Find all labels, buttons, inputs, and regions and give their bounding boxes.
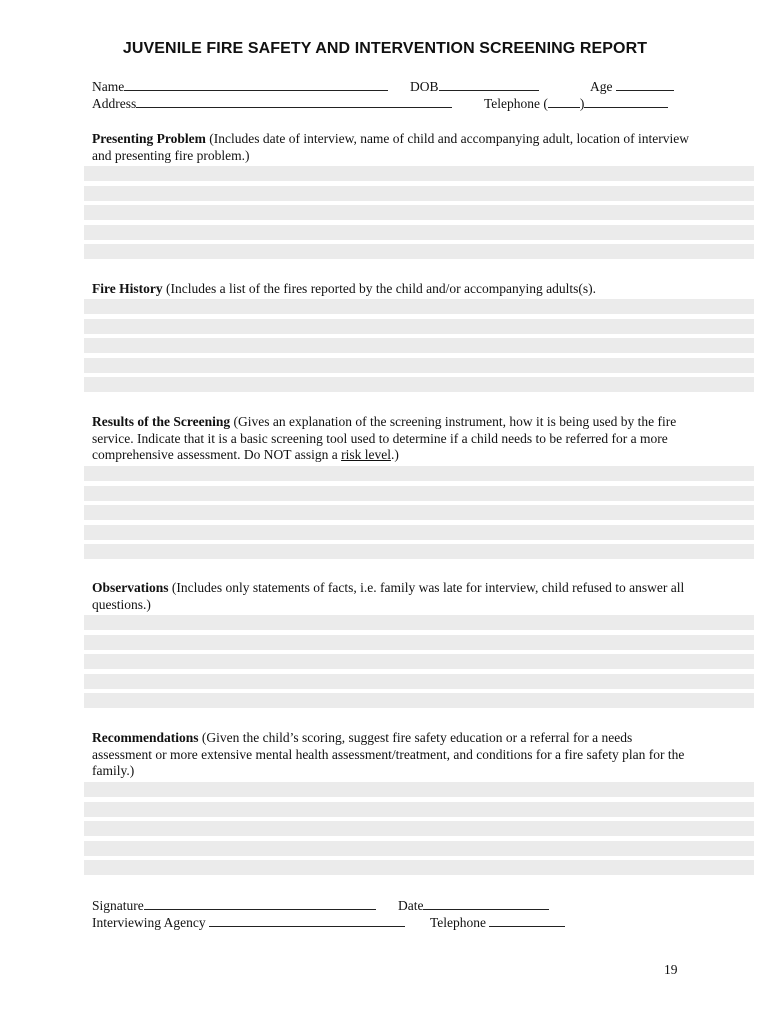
agency-label: Interviewing Agency bbox=[92, 915, 206, 930]
name-input[interactable] bbox=[124, 79, 388, 91]
report-title: JUVENILE FIRE SAFETY AND INTERVENTION SCREENING REPORT bbox=[122, 40, 648, 57]
age-label: Age bbox=[590, 79, 613, 94]
answer-line[interactable] bbox=[84, 225, 754, 240]
dob-input[interactable] bbox=[439, 79, 539, 91]
answer-line[interactable] bbox=[84, 525, 754, 540]
footer-telephone-label: Telephone bbox=[430, 915, 487, 930]
date-input[interactable] bbox=[423, 898, 549, 910]
answer-line[interactable] bbox=[84, 674, 754, 689]
telephone-input[interactable] bbox=[584, 96, 668, 108]
dob-label: DOB bbox=[410, 79, 439, 94]
observations-lines[interactable] bbox=[84, 615, 754, 713]
section-title: Presenting Problem bbox=[92, 131, 206, 146]
recommendations-heading bbox=[92, 730, 692, 780]
answer-line[interactable] bbox=[84, 299, 754, 314]
answer-line[interactable] bbox=[84, 841, 754, 856]
date-field bbox=[398, 898, 549, 914]
answer-line[interactable] bbox=[84, 860, 754, 875]
agency-field bbox=[92, 915, 405, 931]
section-title: Recommendations bbox=[92, 730, 199, 745]
answer-line[interactable] bbox=[84, 166, 754, 181]
name-label: Name bbox=[92, 79, 125, 94]
presenting-problem-heading bbox=[92, 131, 692, 164]
answer-line[interactable] bbox=[84, 358, 754, 373]
screening-results-heading bbox=[92, 414, 692, 464]
risk-level-term: risk level bbox=[341, 447, 391, 462]
answer-line[interactable] bbox=[84, 544, 754, 559]
answer-line[interactable] bbox=[84, 821, 754, 836]
signature-input[interactable] bbox=[144, 898, 376, 910]
telephone-paren-close: ) bbox=[579, 96, 585, 111]
telephone-label: Telephone ( bbox=[484, 96, 548, 111]
age-input[interactable] bbox=[616, 79, 674, 91]
answer-line[interactable] bbox=[84, 244, 754, 259]
section-description-tail: .) bbox=[390, 447, 399, 462]
observations-heading bbox=[92, 580, 692, 613]
screening-results-lines[interactable] bbox=[84, 466, 754, 564]
section-description: (Includes a list of the fires reported by the child and/or accompanying adults(s). bbox=[162, 281, 596, 296]
dob-field bbox=[410, 79, 539, 95]
answer-line[interactable] bbox=[84, 319, 754, 334]
answer-line[interactable] bbox=[84, 802, 754, 817]
section-description: (Gives an explanation of the screening instrument, how it is being used by the fire service. Indicate that it is a basic screening tool used to determine if a child needs to be referred for a more comprehensive assessment. Do NOT assign a bbox=[92, 414, 677, 462]
recommendations-lines[interactable] bbox=[84, 782, 754, 880]
address-field bbox=[92, 96, 452, 112]
age-field bbox=[590, 79, 674, 95]
telephone-field bbox=[484, 96, 668, 112]
fire-history-lines[interactable] bbox=[84, 299, 754, 397]
section-title: Observations bbox=[92, 580, 169, 595]
answer-line[interactable] bbox=[84, 377, 754, 392]
section-title: Fire History bbox=[92, 281, 163, 296]
answer-line[interactable] bbox=[84, 505, 754, 520]
section-description: (Includes only statements of facts, i.e. family was late for interview, child refused to answer all questions.) bbox=[92, 580, 685, 612]
answer-line[interactable] bbox=[84, 486, 754, 501]
section-description: (Given the child’s scoring, suggest fire safety education or a referral for a needs assessment or more extensive mental health assessment/treatment, and conditions for a fire safety plan for the family.) bbox=[92, 730, 685, 778]
answer-line[interactable] bbox=[84, 615, 754, 630]
page-number: 19 bbox=[664, 962, 678, 977]
footer-telephone-field bbox=[430, 915, 565, 931]
answer-line[interactable] bbox=[84, 338, 754, 353]
area-code-input[interactable] bbox=[548, 96, 580, 108]
answer-line[interactable] bbox=[84, 466, 754, 481]
footer-telephone-input[interactable] bbox=[489, 915, 565, 927]
answer-line[interactable] bbox=[84, 654, 754, 669]
section-title: Results of the Screening bbox=[92, 414, 231, 429]
name-field bbox=[92, 79, 388, 95]
fire-history-heading bbox=[92, 281, 692, 298]
signature-field bbox=[92, 898, 376, 914]
date-label: Date bbox=[398, 898, 424, 913]
answer-line[interactable] bbox=[84, 186, 754, 201]
presenting-problem-lines[interactable] bbox=[84, 166, 754, 264]
signature-label: Signature bbox=[92, 898, 144, 913]
section-description: (Includes date of interview, name of child and accompanying adult, location of interview and presenting fire problem.) bbox=[92, 131, 689, 163]
answer-line[interactable] bbox=[84, 205, 754, 220]
answer-line[interactable] bbox=[84, 782, 754, 797]
address-label: Address bbox=[92, 96, 137, 111]
address-input[interactable] bbox=[136, 96, 452, 108]
answer-line[interactable] bbox=[84, 693, 754, 708]
answer-line[interactable] bbox=[84, 635, 754, 650]
agency-input[interactable] bbox=[209, 915, 405, 927]
